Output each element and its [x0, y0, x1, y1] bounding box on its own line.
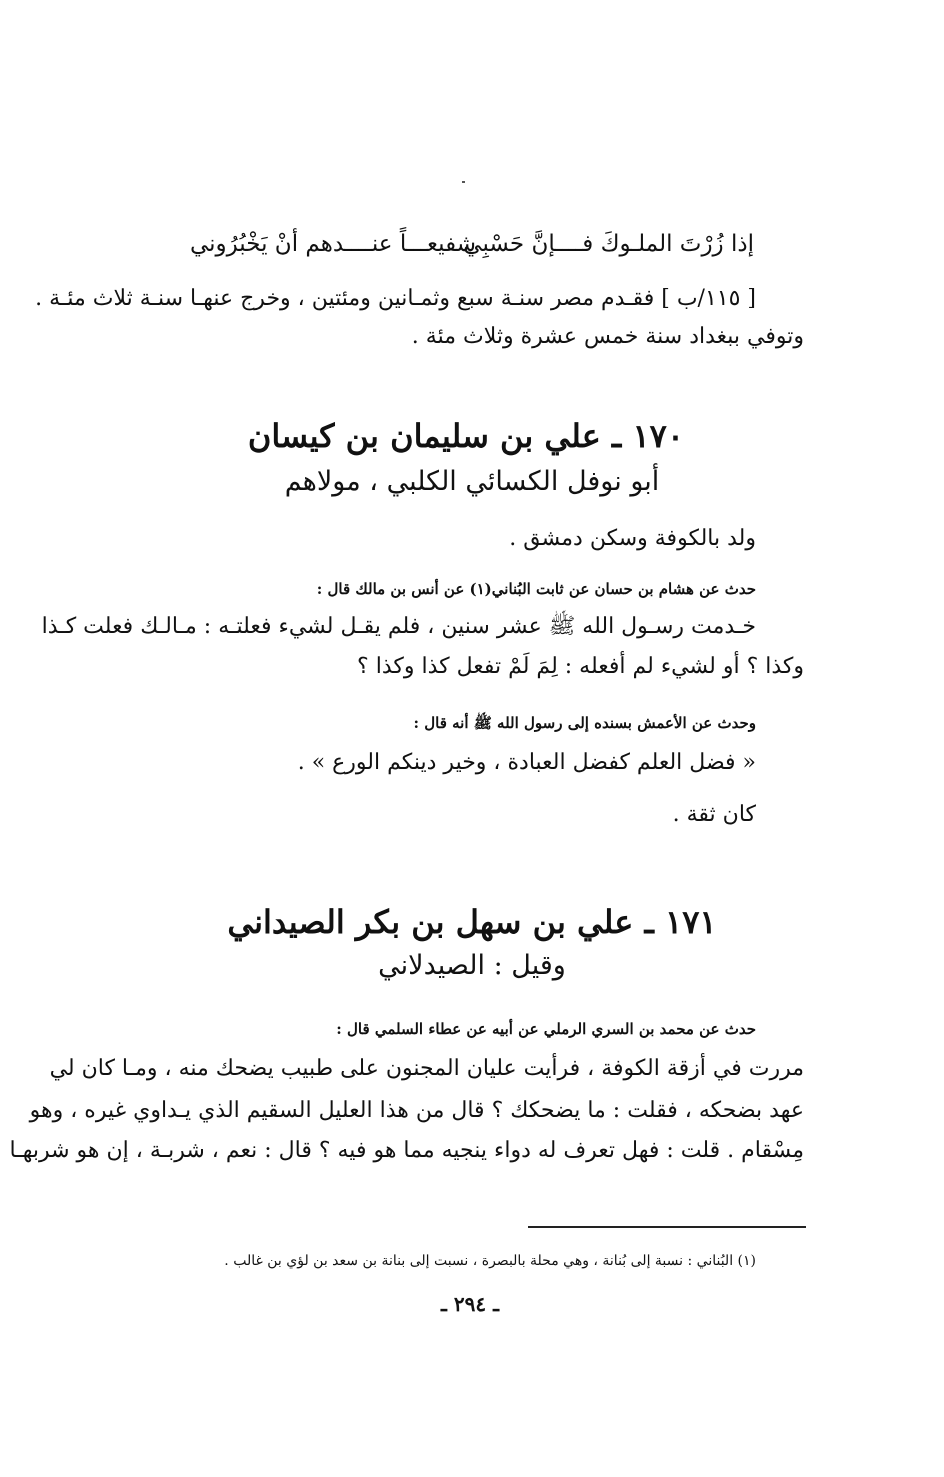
entry-170-birth: ولد بالكوفة وسكن دمشق . — [509, 526, 756, 551]
page-number: ـ ٢٩٤ ـ — [441, 1292, 499, 1316]
footnote: (١) البُناني : نسبة إلى بُنانة ، وهي محلة بالبصرة ، نسبت إلى بنانة بن سعد بن لؤي بن غالب . — [224, 1253, 756, 1269]
entry-170-subheading: أبو نوفل الكسائي الكلبي ، مولاهم — [284, 466, 660, 497]
intro-line-1: [ ١١٥/ب ] فقـدم مصر سنـة سبع وثمـانين ومئتين ، وخرج عنهـا سنـة ثلاث مئـة . — [35, 286, 756, 311]
entry-170-hadith-1-line-2: وكذا ؟ أو لشيء لم أفعله : لِمَ لَمْ تفعل كذا وكذا ؟ — [357, 654, 804, 679]
top-dot — [462, 181, 465, 183]
footnote-rule — [528, 1226, 806, 1228]
entry-170-grading: كان ثقة . — [672, 802, 756, 827]
intro-line-2: وتوفي ببغداد سنة خمس عشرة وثلاث مئة . — [411, 324, 804, 349]
entry-171-heading: ١٧١ ـ علي بن سهل بن بكر الصيداني — [227, 903, 717, 941]
entry-170-heading: ١٧٠ ـ علي بن سليمان بن كيسان — [247, 417, 684, 455]
verse-hemistich-right: إذا زُرْتَ الملـوكَ فــــإنَّ حَسْبِي — [463, 231, 754, 257]
verse-hemistich-left: شفيعـــاً عنــــدهم أنْ يَخْبُرُوني — [189, 231, 476, 257]
entry-170-hadith-1-line-1: خـدمت رسـول الله ﷺ عشر سنين ، فلم يقـل لشيء فعلتـه : مـالـك فعلت كـذا — [41, 614, 756, 639]
entry-170-hadith-2: « فضل العلم كفضل العبادة ، وخير دينكم الورع » . — [297, 750, 756, 775]
entry-170-isnad-1: حدث عن هشام بن حسان عن ثابت البُناني(١) عن أنس بن مالك قال : — [316, 580, 756, 598]
entry-171-isnad: حدث عن محمد بن السري الرملي عن أبيه عن عطاء السلمي قال : — [336, 1020, 756, 1038]
entry-170-isnad-2: وحدث عن الأعمش بسنده إلى رسول الله ﷺ أنه قال : — [413, 714, 756, 732]
entry-171-subheading: وقيل : الصيدلاني — [378, 950, 566, 981]
entry-171-narration-line-3: مِسْقام . قلت : فهل تعرف له دواء ينجيه مما هو فيه ؟ قال : نعم ، شربـة ، إن هو شربهـا — [9, 1138, 804, 1163]
entry-171-narration-line-2: عهد بضحكه ، فقلت : ما يضحكك ؟ قال من هذا العليل السقيم الذي يـداوي غيره ، وهو — [29, 1098, 804, 1123]
entry-171-narration-line-1: مررت في أزقة الكوفة ، فرأيت عليان المجنون على طبيب يضحك منه ، ومـا كان لي — [49, 1056, 804, 1081]
